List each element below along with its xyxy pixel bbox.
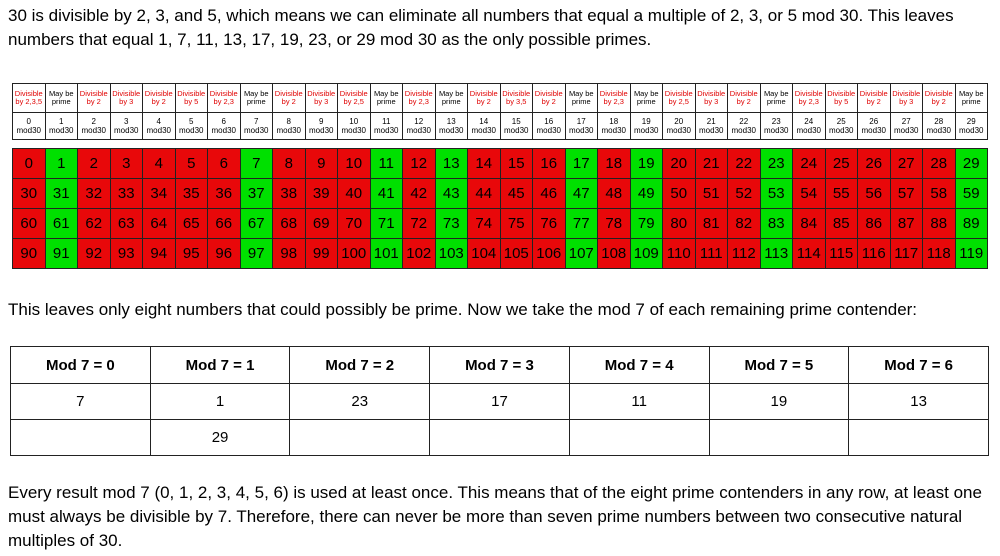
eliminated-cell: 39 [305, 179, 338, 209]
mod7-cell [290, 420, 430, 456]
eliminated-cell: 33 [110, 179, 143, 209]
eliminated-cell: 82 [728, 209, 761, 239]
eliminated-cell: 65 [175, 209, 208, 239]
grid-header-cell: Divisible by 2 [533, 84, 566, 113]
residue-value: 23 [771, 117, 781, 126]
eliminated-cell: 98 [273, 239, 306, 269]
eliminated-cell: 62 [78, 209, 111, 239]
eliminated-cell: 102 [403, 239, 436, 269]
eliminated-cell: 69 [305, 209, 338, 239]
residue-value: 20 [674, 117, 684, 126]
possible-prime-cell: 97 [240, 239, 273, 269]
possible-prime-cell: 19 [630, 149, 663, 179]
grid-residue-cell [175, 113, 208, 140]
residue-value: 19 [641, 117, 651, 126]
grid-number-row [13, 149, 988, 179]
grid-residue-cell [240, 113, 273, 140]
mod7-cell: 29 [150, 420, 290, 456]
eliminated-cell: 10 [338, 149, 371, 179]
eliminated-cell: 115 [825, 239, 858, 269]
residue-value: 24 [804, 117, 814, 126]
grid-residue-cell [435, 113, 468, 140]
grid-residue-cell [500, 113, 533, 140]
grid-header-cell: Divisible by 2,3 [793, 84, 826, 113]
possible-prime-cell: 13 [435, 149, 468, 179]
eliminated-cell: 93 [110, 239, 143, 269]
eliminated-cell: 34 [143, 179, 176, 209]
eliminated-cell: 94 [143, 239, 176, 269]
mod7-cell: 11 [569, 384, 709, 420]
eliminated-cell: 74 [468, 209, 501, 239]
possible-prime-cell: 119 [955, 239, 988, 269]
grid-residue-cell [890, 113, 923, 140]
eliminated-cell: 8 [273, 149, 306, 179]
grid-header-cell: May be prime [240, 84, 273, 113]
residue-value: 3 [124, 117, 129, 126]
eliminated-cell: 105 [500, 239, 533, 269]
grid-header-cell: Divisible by 2,3,5 [13, 84, 46, 113]
eliminated-cell: 2 [78, 149, 111, 179]
grid-residue-cell [13, 113, 46, 140]
grid-header-cell: Divisible by 2 [728, 84, 761, 113]
mod7-cell: 1 [150, 384, 290, 420]
possible-prime-cell: 7 [240, 149, 273, 179]
residue-suffix: mod30 [406, 126, 431, 135]
eliminated-cell: 3 [110, 149, 143, 179]
eliminated-cell: 42 [403, 179, 436, 209]
possible-prime-cell: 109 [630, 239, 663, 269]
mod7-cell [430, 420, 570, 456]
possible-prime-cell: 107 [565, 239, 598, 269]
residue-value: 16 [544, 117, 554, 126]
grid-header-cell: May be prime [630, 84, 663, 113]
eliminated-cell: 25 [825, 149, 858, 179]
residue-suffix: mod30 [959, 126, 984, 135]
grid-residue-cell [858, 113, 891, 140]
mod7-header-cell: Mod 7 = 1 [150, 347, 290, 384]
grid-number-row [13, 209, 988, 239]
eliminated-cell: 63 [110, 209, 143, 239]
residue-suffix: mod30 [374, 126, 399, 135]
eliminated-cell: 104 [468, 239, 501, 269]
eliminated-cell: 81 [695, 209, 728, 239]
grid-header-cell: Divisible by 2,5 [663, 84, 696, 113]
eliminated-cell: 108 [598, 239, 631, 269]
residue-grid [12, 83, 988, 269]
grid-residue-cell [208, 113, 241, 140]
eliminated-cell: 58 [923, 179, 956, 209]
possible-prime-cell: 83 [760, 209, 793, 239]
possible-prime-cell: 47 [565, 179, 598, 209]
eliminated-cell: 100 [338, 239, 371, 269]
grid-header-cell: Divisible by 2,5 [338, 84, 371, 113]
eliminated-cell: 110 [663, 239, 696, 269]
eliminated-cell: 40 [338, 179, 371, 209]
mod7-table [10, 346, 989, 456]
eliminated-cell: 30 [13, 179, 46, 209]
grid-residue-cell [923, 113, 956, 140]
grid-header-cell: May be prime [760, 84, 793, 113]
mod7-header-cell: Mod 7 = 2 [290, 347, 430, 384]
mod7-cell: 17 [430, 384, 570, 420]
eliminated-cell: 0 [13, 149, 46, 179]
residue-suffix: mod30 [179, 126, 204, 135]
residue-value: 1 [59, 117, 64, 126]
residue-suffix: mod30 [861, 126, 886, 135]
grid-header-cell: Divisible by 3 [110, 84, 143, 113]
eliminated-cell: 87 [890, 209, 923, 239]
grid-residue-cell [338, 113, 371, 140]
residue-suffix: mod30 [16, 126, 41, 135]
grid-residue-cell [110, 113, 143, 140]
mod7-cell: 13 [849, 384, 989, 420]
intro-paragraph: 30 is divisible by 2, 3, and 5, which means we can eliminate all numbers that equal a multiple of 2, 3, or 5 mod 30. This leaves numbers that equal 1, 7, 11, 13, 17, 19, 23, or 29 mod 30 as the only possible primes. [8, 6, 954, 49]
residue-value: 5 [189, 117, 194, 126]
possible-prime-cell: 29 [955, 149, 988, 179]
grid-residue-cell [825, 113, 858, 140]
grid-header-cell: Divisible by 2 [273, 84, 306, 113]
residue-value: 17 [576, 117, 586, 126]
grid-residue-cell [273, 113, 306, 140]
possible-prime-cell: 1 [45, 149, 78, 179]
eliminated-cell: 88 [923, 209, 956, 239]
eliminated-cell: 114 [793, 239, 826, 269]
mod7-cell: 23 [290, 384, 430, 420]
grid-header-cell: May be prime [955, 84, 988, 113]
residue-suffix: mod30 [439, 126, 464, 135]
eliminated-cell: 35 [175, 179, 208, 209]
possible-prime-cell: 43 [435, 179, 468, 209]
possible-prime-cell: 67 [240, 209, 273, 239]
residue-value: 11 [382, 117, 391, 126]
eliminated-cell: 14 [468, 149, 501, 179]
eliminated-cell: 70 [338, 209, 371, 239]
eliminated-cell: 78 [598, 209, 631, 239]
residue-value: 26 [869, 117, 879, 126]
eliminated-cell: 15 [500, 149, 533, 179]
grid-header-cell: Divisible by 2 [923, 84, 956, 113]
residue-suffix: mod30 [276, 126, 301, 135]
grid-header-cell: Divisible by 2,3 [208, 84, 241, 113]
mod7-cell [849, 420, 989, 456]
residue-suffix: mod30 [569, 126, 594, 135]
mod7-cell: 19 [709, 384, 849, 420]
eliminated-cell: 95 [175, 239, 208, 269]
residue-value: 18 [609, 117, 619, 126]
possible-prime-cell: 41 [370, 179, 403, 209]
eliminated-cell: 111 [695, 239, 728, 269]
grid-header-cell: May be prime [45, 84, 78, 113]
grid-header-cell: Divisible by 2 [858, 84, 891, 113]
eliminated-cell: 55 [825, 179, 858, 209]
eliminated-cell: 4 [143, 149, 176, 179]
residue-value: 21 [706, 117, 716, 126]
eliminated-cell: 16 [533, 149, 566, 179]
residue-value: 4 [156, 117, 161, 126]
eliminated-cell: 9 [305, 149, 338, 179]
eliminated-cell: 6 [208, 149, 241, 179]
residue-suffix: mod30 [764, 126, 789, 135]
possible-prime-cell: 49 [630, 179, 663, 209]
possible-prime-cell: 77 [565, 209, 598, 239]
conclusion-paragraph: Every result mod 7 (0, 1, 2, 3, 4, 5, 6) is used at least once. This means that of the eight prime contenders in any row, at least one must always be divisible by 7. Therefore, there can never be more than seven prime numbers between two consecutive natural multiples of 30. [8, 483, 982, 550]
grid-residue-cell [728, 113, 761, 140]
grid-header-cell: Divisible by 2,3 [598, 84, 631, 113]
eliminated-cell: 38 [273, 179, 306, 209]
eliminated-cell: 90 [13, 239, 46, 269]
eliminated-cell: 32 [78, 179, 111, 209]
residue-suffix: mod30 [341, 126, 366, 135]
residue-suffix: mod30 [634, 126, 659, 135]
eliminated-cell: 72 [403, 209, 436, 239]
eliminated-cell: 18 [598, 149, 631, 179]
eliminated-cell: 85 [825, 209, 858, 239]
residue-value: 0 [26, 117, 31, 126]
mod7-header-cell: Mod 7 = 5 [709, 347, 849, 384]
eliminated-cell: 66 [208, 209, 241, 239]
residue-suffix: mod30 [601, 126, 626, 135]
grid-residue-cell [403, 113, 436, 140]
residue-value: 27 [901, 117, 911, 126]
eliminated-cell: 44 [468, 179, 501, 209]
eliminated-cell: 46 [533, 179, 566, 209]
residue-suffix: mod30 [926, 126, 951, 135]
grid-residue-cell [663, 113, 696, 140]
residue-value: 22 [739, 117, 749, 126]
grid-header-cell: Divisible by 2,3 [403, 84, 436, 113]
possible-prime-cell: 17 [565, 149, 598, 179]
residue-suffix: mod30 [829, 126, 854, 135]
residue-value: 9 [319, 117, 324, 126]
eliminated-cell: 26 [858, 149, 891, 179]
possible-prime-cell: 53 [760, 179, 793, 209]
residue-value: 8 [286, 117, 291, 126]
grid-residue-cell [760, 113, 793, 140]
possible-prime-cell: 31 [45, 179, 78, 209]
grid-residue-cell [143, 113, 176, 140]
residue-suffix: mod30 [731, 126, 756, 135]
eliminated-cell: 118 [923, 239, 956, 269]
eliminated-cell: 96 [208, 239, 241, 269]
grid-header-cell: Divisible by 5 [825, 84, 858, 113]
residue-value: 6 [221, 117, 226, 126]
eliminated-cell: 24 [793, 149, 826, 179]
residue-suffix: mod30 [796, 126, 821, 135]
grid-residue-cell [45, 113, 78, 140]
possible-prime-cell: 101 [370, 239, 403, 269]
residue-value: 28 [934, 117, 944, 126]
mod7-header-row [11, 347, 989, 384]
eliminated-cell: 56 [858, 179, 891, 209]
mod7-cell [11, 420, 151, 456]
residue-value: 15 [511, 117, 521, 126]
eliminated-cell: 86 [858, 209, 891, 239]
possible-prime-cell: 79 [630, 209, 663, 239]
residue-value: 10 [349, 117, 359, 126]
eliminated-cell: 84 [793, 209, 826, 239]
grid-residue-cell [533, 113, 566, 140]
eliminated-cell: 99 [305, 239, 338, 269]
grid-header-row [13, 84, 988, 113]
eliminated-cell: 116 [858, 239, 891, 269]
residue-suffix: mod30 [211, 126, 236, 135]
grid-header-cell: Divisible by 3,5 [500, 84, 533, 113]
residue-suffix: mod30 [309, 126, 334, 135]
grid-header-cell: May be prime [435, 84, 468, 113]
grid-residue-cell [793, 113, 826, 140]
mod7-header-cell: Mod 7 = 4 [569, 347, 709, 384]
mod7-row [11, 420, 989, 456]
possible-prime-cell: 37 [240, 179, 273, 209]
possible-prime-cell: 59 [955, 179, 988, 209]
grid-header-cell: Divisible by 3 [695, 84, 728, 113]
eliminated-cell: 50 [663, 179, 696, 209]
residue-value: 2 [91, 117, 96, 126]
eliminated-cell: 27 [890, 149, 923, 179]
grid-header-cell: May be prime [565, 84, 598, 113]
grid-residue-cell [955, 113, 988, 140]
possible-prime-cell: 113 [760, 239, 793, 269]
eliminated-cell: 45 [500, 179, 533, 209]
possible-prime-cell: 103 [435, 239, 468, 269]
mod7-cell [709, 420, 849, 456]
eliminated-cell: 54 [793, 179, 826, 209]
eliminated-cell: 80 [663, 209, 696, 239]
grid-residue-cell [305, 113, 338, 140]
residue-suffix: mod30 [81, 126, 106, 135]
eliminated-cell: 5 [175, 149, 208, 179]
eliminated-cell: 106 [533, 239, 566, 269]
residue-suffix: mod30 [114, 126, 139, 135]
residue-value: 29 [966, 117, 976, 126]
eliminated-cell: 68 [273, 209, 306, 239]
eliminated-cell: 117 [890, 239, 923, 269]
mod7-cell: 7 [11, 384, 151, 420]
mod7-cell [569, 420, 709, 456]
eliminated-cell: 36 [208, 179, 241, 209]
residue-suffix: mod30 [49, 126, 74, 135]
possible-prime-cell: 71 [370, 209, 403, 239]
residue-value: 14 [479, 117, 489, 126]
possible-prime-cell: 73 [435, 209, 468, 239]
mod7-header-cell: Mod 7 = 6 [849, 347, 989, 384]
middle-paragraph: This leaves only eight numbers that could possibly be prime. Now we take the mod 7 of each remaining prime contender: [8, 300, 918, 319]
possible-prime-cell: 89 [955, 209, 988, 239]
mod7-row [11, 384, 989, 420]
eliminated-cell: 112 [728, 239, 761, 269]
grid-residue-cell [630, 113, 663, 140]
eliminated-cell: 52 [728, 179, 761, 209]
residue-value: 25 [836, 117, 846, 126]
possible-prime-cell: 23 [760, 149, 793, 179]
grid-residue-cell [78, 113, 111, 140]
grid-residue-cell [468, 113, 501, 140]
eliminated-cell: 76 [533, 209, 566, 239]
eliminated-cell: 21 [695, 149, 728, 179]
grid-number-row [13, 239, 988, 269]
eliminated-cell: 22 [728, 149, 761, 179]
grid-number-row [13, 179, 988, 209]
mod7-header-cell: Mod 7 = 0 [11, 347, 151, 384]
grid-residue-cell [695, 113, 728, 140]
residue-suffix: mod30 [244, 126, 269, 135]
possible-prime-cell: 61 [45, 209, 78, 239]
residue-value: 7 [254, 117, 259, 126]
eliminated-cell: 64 [143, 209, 176, 239]
residue-value: 12 [414, 117, 424, 126]
grid-header-cell: Divisible by 3 [890, 84, 923, 113]
possible-prime-cell: 91 [45, 239, 78, 269]
residue-suffix: mod30 [146, 126, 171, 135]
grid-residue-cell [565, 113, 598, 140]
eliminated-cell: 20 [663, 149, 696, 179]
residue-suffix: mod30 [536, 126, 561, 135]
grid-residue-row [13, 113, 988, 140]
residue-suffix: mod30 [894, 126, 919, 135]
eliminated-cell: 48 [598, 179, 631, 209]
eliminated-cell: 51 [695, 179, 728, 209]
grid-header-cell: Divisible by 5 [175, 84, 208, 113]
grid-header-cell: May be prime [370, 84, 403, 113]
grid-header-cell: Divisible by 2 [78, 84, 111, 113]
possible-prime-cell: 11 [370, 149, 403, 179]
residue-suffix: mod30 [471, 126, 496, 135]
residue-suffix: mod30 [699, 126, 724, 135]
grid-header-cell: Divisible by 2 [143, 84, 176, 113]
eliminated-cell: 12 [403, 149, 436, 179]
grid-residue-cell [598, 113, 631, 140]
residue-suffix: mod30 [504, 126, 529, 135]
grid-header-cell: Divisible by 3 [305, 84, 338, 113]
eliminated-cell: 57 [890, 179, 923, 209]
eliminated-cell: 28 [923, 149, 956, 179]
eliminated-cell: 92 [78, 239, 111, 269]
mod7-header-cell: Mod 7 = 3 [430, 347, 570, 384]
eliminated-cell: 75 [500, 209, 533, 239]
eliminated-cell: 60 [13, 209, 46, 239]
residue-suffix: mod30 [666, 126, 691, 135]
grid-header-cell: Divisible by 2 [468, 84, 501, 113]
grid-residue-cell [370, 113, 403, 140]
residue-value: 13 [446, 117, 456, 126]
